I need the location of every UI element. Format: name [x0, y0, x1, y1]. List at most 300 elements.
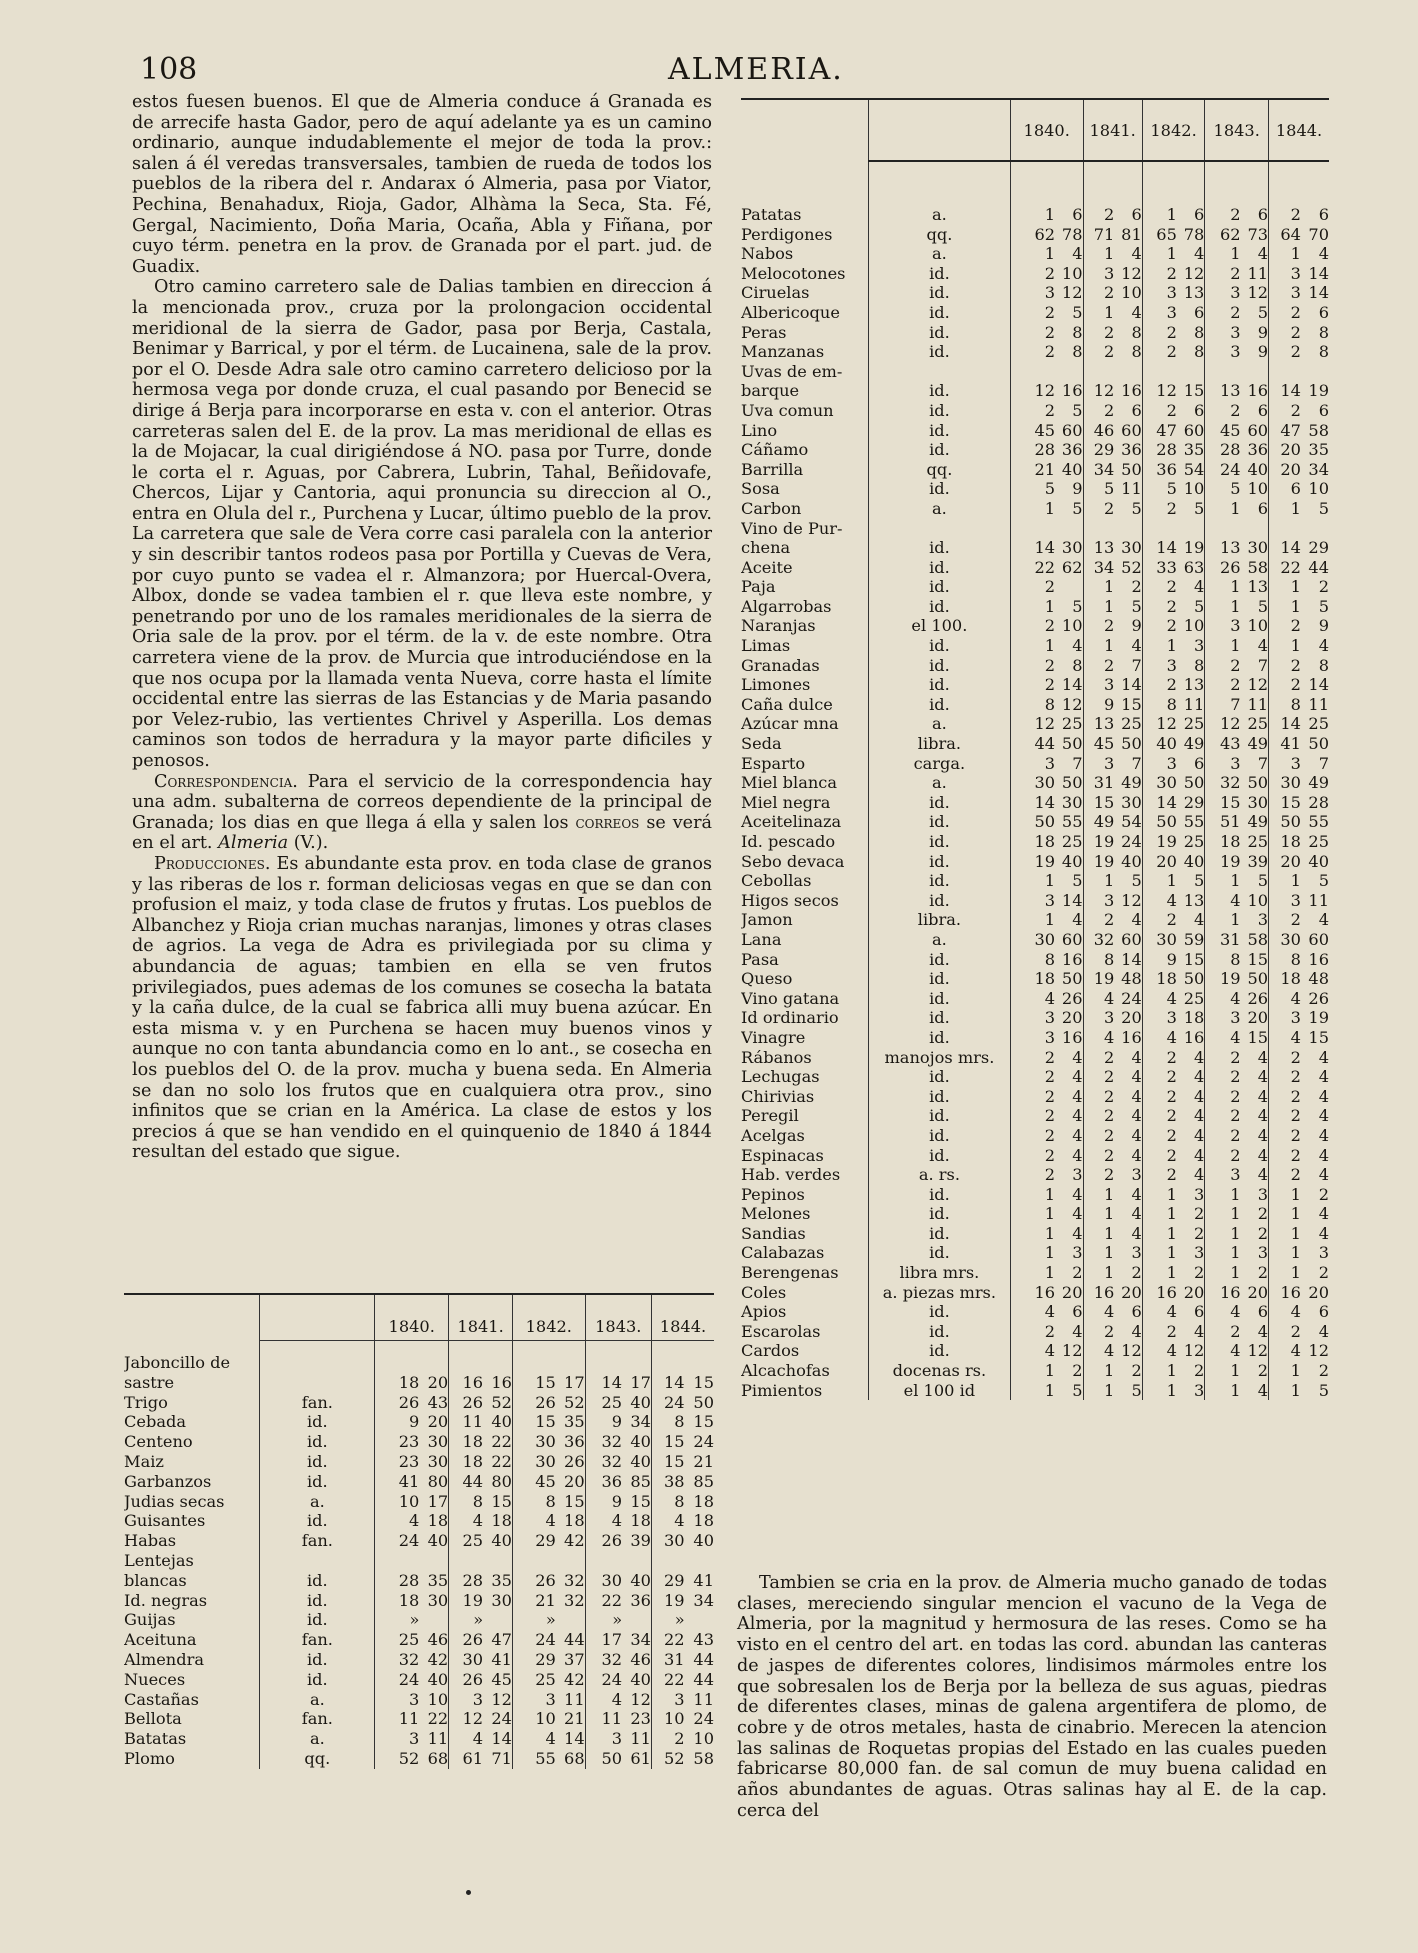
price-min: 9: [1083, 695, 1114, 715]
product-name: Alcachofas: [741, 1361, 830, 1381]
price-min: 2: [1083, 1048, 1114, 1068]
price-min: 2: [1205, 205, 1241, 225]
price-max: 5: [1131, 498, 1142, 518]
price-max: 4: [1318, 1165, 1329, 1185]
price-min: 3: [1205, 323, 1241, 343]
price-max: 11: [1308, 694, 1329, 714]
price-min: 50: [1269, 812, 1301, 832]
price-min: 3: [1010, 1028, 1055, 1048]
price-max: 30: [1061, 792, 1083, 812]
table-row: [741, 597, 1329, 617]
table-row: [741, 1008, 1329, 1028]
price-max: 36: [1121, 440, 1142, 460]
price-min: 2: [1142, 1067, 1177, 1087]
product-name: Pimientos: [741, 1380, 823, 1400]
price-min: 4: [585, 1690, 622, 1710]
price-min: 28: [1010, 440, 1055, 460]
unit: a.: [868, 499, 1010, 519]
unit: fan.: [260, 1393, 375, 1413]
price-min: 5: [1083, 479, 1114, 499]
price-min: 12: [1205, 714, 1241, 734]
price-min: 50: [1142, 812, 1177, 832]
product-name: Lentejas: [124, 1550, 194, 1570]
table-row: [741, 1341, 1329, 1361]
price-max: 12: [1121, 1341, 1142, 1361]
unit: id.: [868, 558, 1010, 578]
table-row: [741, 1185, 1329, 1205]
price-max: 4: [1131, 1184, 1142, 1204]
price-max: 35: [1183, 440, 1205, 460]
price-min: [375, 1353, 420, 1373]
price-max: 3: [1131, 1243, 1142, 1263]
price-min: 18: [1010, 969, 1055, 989]
year-header: 1844.: [1269, 99, 1329, 161]
price-min: 33: [1142, 558, 1177, 578]
price-max: 12: [1121, 263, 1142, 283]
price-max: 14: [1308, 675, 1329, 695]
price-min: 41: [1269, 734, 1301, 754]
price-min: 30: [1269, 773, 1301, 793]
price-max: [685, 1353, 714, 1373]
price-min: 64: [1269, 225, 1301, 245]
table-row: [741, 1048, 1329, 1068]
price-max: 15: [630, 1491, 651, 1511]
price-min: 2: [1269, 1126, 1301, 1146]
price-max: 85: [693, 1471, 714, 1491]
unit: carga.: [868, 754, 1010, 774]
table-row: [741, 1361, 1329, 1381]
price-min: 10: [651, 1709, 684, 1729]
price-max: [419, 1610, 448, 1630]
unit: id.: [868, 1106, 1010, 1126]
price-max: 19: [1308, 381, 1329, 401]
product-name: Berengenas: [741, 1263, 839, 1283]
price-max: [483, 1610, 512, 1630]
product-name: Limas: [741, 636, 791, 656]
price-min: 41: [375, 1472, 420, 1492]
price-max: 61: [630, 1748, 651, 1768]
product-name: Albericoque: [741, 302, 840, 322]
price-min: 25: [585, 1393, 622, 1413]
price-max: 2: [1072, 1361, 1083, 1381]
product-name: sastre: [124, 1372, 175, 1392]
price-min: 9: [1142, 950, 1177, 970]
price-max: [1301, 362, 1329, 382]
price-min: 1: [1269, 244, 1301, 264]
price-max: 43: [427, 1392, 449, 1412]
price-min: 30: [1142, 773, 1177, 793]
price-min: 1: [1142, 205, 1177, 225]
unit: id.: [868, 538, 1010, 558]
price-max: 40: [1183, 851, 1205, 871]
price-max: 35: [427, 1570, 449, 1590]
price-min: 26: [449, 1630, 483, 1650]
price-max: 60: [1308, 929, 1329, 949]
price-max: 29: [1308, 538, 1329, 558]
price-max: 3: [1194, 1243, 1205, 1263]
table-row: [741, 421, 1329, 441]
price-min: 14: [1010, 538, 1055, 558]
price-max: 4: [1318, 636, 1329, 656]
price-max: 16: [491, 1372, 512, 1392]
price-max: 9: [1257, 322, 1269, 342]
price-max: 11: [1121, 479, 1142, 499]
price-min: [1269, 362, 1301, 382]
price-min: 1: [1083, 1224, 1114, 1244]
price-max: 7: [1257, 753, 1269, 773]
price-min: 30: [1269, 930, 1301, 950]
price-max: 46: [630, 1649, 651, 1669]
table-row: [741, 558, 1329, 578]
price-max: 10: [1121, 283, 1142, 303]
price-min: 1: [1205, 577, 1241, 597]
price-max: 43: [693, 1630, 714, 1650]
price-max: 52: [491, 1392, 512, 1412]
price-min: 1: [1010, 871, 1055, 891]
price-max: 30: [1247, 792, 1269, 812]
price-max: 11: [564, 1689, 585, 1709]
price-min: 18: [449, 1452, 483, 1472]
price-max: 20: [1308, 1282, 1329, 1302]
price-max: 4: [1072, 1086, 1083, 1106]
price-min: 2: [1083, 1087, 1114, 1107]
price-max: 12: [1183, 263, 1205, 283]
price-min: 2: [1269, 656, 1301, 676]
price-max: 4: [1318, 1086, 1329, 1106]
table-row: [741, 1165, 1329, 1185]
price-min: 18: [1269, 832, 1301, 852]
price-max: 4: [1257, 1125, 1269, 1145]
price-max: 3: [1072, 1165, 1083, 1185]
price-max: 68: [564, 1748, 585, 1768]
price-min: 16: [449, 1373, 483, 1393]
price-max: 5: [1072, 1380, 1083, 1400]
paragraph-roads-east: Otro camino carretero sale de Dalias tambien en direccion á la mencionada prov., cruza por la prolongacion occidental meridional de la sierra de Gador, pasa por Berja, Castala, Benimar y Barrical, y por el térm. de Lucainena, sale de la prov. por el O. Desde Adra sale otro camino carretero delicioso por la hermosa vega por donde cruza, el cual pasando por Benecid se dirige á Berja para incorporarse en esta v. con el anterior. Otras carreteras salen del E. de la prov. La mas meridional de ellas es la de Mojacar, la cual dirigiéndose á NO. pasa por Turre, donde le corta el r. Aguas, por Cabrera, Lubrin, Tahal, Beñidovafe, Chercos, Lijar y Cantoria, aqui pronuncia su direccion al O., entra en Olula del r., Purchena y Lucar, último pueblo de la prov. La carretera que sale de Vera corre casi paralela con la anterior y sin describir tantos rodeos pasa por Portilla y Cuevas de Vera, por cuyo punto se vadea el r. Almanzora; por Huercal-Overa, Albox, donde se vadea tambien el r. que lleva este nombre, y penetrando por uno de los ramales meridionales de la sierra de Oria sale de la prov. por el térm. de la v. de este nombre. Otra carretera viene de la prov. de Murcia que introduciéndose en la que nos ocupa por la llamada venta Nueva, corre hasta el límite occidental entre las sierras de las Estancias y de Maria pasando por Velez-rubio, las vertientes Chrivel y Asperilla. Los demas caminos son todos de herradura y la mayor parte dificiles y penosos.: [132, 277, 712, 771]
product-name: Chirivias: [741, 1086, 815, 1106]
price-max: 5: [1194, 596, 1205, 616]
price-max: 5: [1131, 1380, 1142, 1400]
price-max: 2: [1257, 1223, 1269, 1243]
price-min: 2: [1083, 616, 1114, 636]
price-max: 20: [1247, 1282, 1269, 1302]
price-max: 40: [427, 1531, 449, 1551]
price-max: 49: [1247, 734, 1269, 754]
price-max: 4: [1131, 1106, 1142, 1126]
price-max: 50: [1308, 734, 1329, 754]
price-min: 32: [1083, 930, 1114, 950]
paragraph-productions: [132, 854, 712, 1163]
price-min: 12: [1083, 381, 1114, 401]
unit: id.: [868, 793, 1010, 813]
price-min: 1: [1142, 1185, 1177, 1205]
price-min: 2: [1269, 675, 1301, 695]
price-min: 14: [1269, 538, 1301, 558]
price-min: 36: [585, 1472, 622, 1492]
price-max: 5: [1072, 498, 1083, 518]
price-min: 3: [1142, 656, 1177, 676]
price-min: 2: [1083, 205, 1114, 225]
price-min: 61: [449, 1749, 483, 1769]
price-min: 4: [1083, 1302, 1114, 1322]
price-min: 45: [1205, 421, 1241, 441]
price-min: 2: [1205, 1146, 1241, 1166]
product-name: Peras: [741, 322, 787, 342]
price-min: 25: [375, 1630, 420, 1650]
price-max: 40: [630, 1432, 651, 1452]
table-row: [741, 714, 1329, 734]
price-min: 4: [1142, 1341, 1177, 1361]
price-max: 58: [693, 1748, 714, 1768]
price-min: 26: [512, 1571, 555, 1591]
price-min: 45: [512, 1472, 555, 1492]
table-row: [741, 1283, 1329, 1303]
product-name: Cáñamo: [741, 440, 809, 460]
price-min: 8: [651, 1492, 684, 1512]
paragraph-correspondence: [132, 772, 712, 854]
price-min: [1083, 519, 1114, 539]
price-max: 50: [1061, 969, 1083, 989]
correspondence-almeria: Almeria: [218, 833, 289, 854]
price-max: [685, 1551, 714, 1571]
price-table-left: [124, 1293, 714, 1769]
price-min: 1: [1142, 1263, 1177, 1283]
price-max: 2: [1257, 1361, 1269, 1381]
price-min: 30: [651, 1531, 684, 1551]
product-name: Cebada: [124, 1412, 186, 1432]
price-max: 2: [1072, 1263, 1083, 1283]
price-max: 58: [1247, 929, 1269, 949]
running-head: ALMERIA.: [668, 52, 844, 87]
product-name: Cebollas: [741, 871, 812, 891]
product-name: Cardos: [741, 1341, 800, 1361]
price-max: 4: [1131, 1321, 1142, 1341]
price-min: 28: [449, 1571, 483, 1591]
price-max: 12: [1183, 1341, 1205, 1361]
price-max: 30: [427, 1451, 449, 1471]
price-min: [585, 1551, 622, 1571]
price-min: 28: [1142, 440, 1177, 460]
price-max: 4: [1072, 1067, 1083, 1087]
price-min: 20: [1269, 440, 1301, 460]
year-header: 1841.: [449, 1294, 513, 1341]
product-name: Rábanos: [741, 1047, 812, 1067]
price-max: 5: [1318, 871, 1329, 891]
table-row: [124, 1432, 714, 1452]
price-min: 3: [651, 1690, 684, 1710]
unit: id.: [868, 969, 1010, 989]
price-min: [1205, 519, 1241, 539]
price-max: 40: [1308, 851, 1329, 871]
unit: [868, 519, 1010, 539]
price-max: 22: [491, 1432, 512, 1452]
price-min: 47: [1269, 421, 1301, 441]
price-min: 2: [1142, 401, 1177, 421]
price-max: 15: [1183, 949, 1205, 969]
price-min: 2: [1142, 1106, 1177, 1126]
price-max: 18: [693, 1491, 714, 1511]
table-row: [741, 969, 1329, 989]
price-max: 30: [1061, 538, 1083, 558]
price-max: 17: [564, 1372, 585, 1392]
product-name: Algarrobas: [741, 596, 832, 616]
price-min: 34: [1083, 460, 1114, 480]
price-min: 15: [1083, 793, 1114, 813]
price-min: 3: [585, 1729, 622, 1749]
price-min: 14: [1142, 793, 1177, 813]
price-min: 11: [375, 1709, 420, 1729]
price-max: 4: [1072, 1145, 1083, 1165]
unit: el 100.: [868, 616, 1010, 636]
product-name: Guisantes: [124, 1511, 206, 1531]
price-min: 14: [1269, 714, 1301, 734]
unit: id.: [868, 479, 1010, 499]
product-name: Apios: [741, 1302, 787, 1322]
price-min: 1: [1269, 597, 1301, 617]
price-max: 14: [1061, 890, 1083, 910]
price-max: 18: [693, 1511, 714, 1531]
price-min: 2: [1269, 616, 1301, 636]
price-max: 49: [1121, 773, 1142, 793]
unit: id.: [868, 1087, 1010, 1107]
price-min: 2: [1010, 264, 1055, 284]
price-min: 30: [1010, 773, 1055, 793]
price-min: »: [512, 1610, 555, 1630]
price-max: 3: [1194, 1184, 1205, 1204]
product-name: Espinacas: [741, 1145, 824, 1165]
table-row: [124, 1373, 714, 1393]
price-min: »: [449, 1610, 483, 1630]
price-min: 2: [1142, 1165, 1177, 1185]
unit: id.: [868, 1146, 1010, 1166]
unit: id.: [868, 852, 1010, 872]
price-max: 2: [1131, 577, 1142, 597]
unit: manojos mrs.: [868, 1048, 1010, 1068]
price-max: 40: [630, 1669, 651, 1689]
price-max: 3: [1257, 1243, 1269, 1263]
table-row: [741, 1146, 1329, 1166]
price-max: 7: [1257, 655, 1269, 675]
table-row: [741, 244, 1329, 264]
price-max: 8: [1131, 342, 1142, 362]
price-max: 4: [1072, 1106, 1083, 1126]
price-max: 4: [1257, 636, 1269, 656]
price-min: 4: [1205, 1302, 1241, 1322]
price-min: 46: [1083, 421, 1114, 441]
table-row: [124, 1729, 714, 1749]
price-min: 1: [1083, 1361, 1114, 1381]
price-min: 2: [1142, 1087, 1177, 1107]
product-name: Garbanzos: [124, 1471, 212, 1491]
price-min: 1: [1010, 910, 1055, 930]
price-max: 42: [427, 1649, 449, 1669]
price-min: 2: [1010, 577, 1055, 597]
price-max: 59: [1183, 929, 1205, 949]
price-min: 15: [1269, 793, 1301, 813]
price-max: 40: [630, 1570, 651, 1590]
unit: id.: [260, 1472, 375, 1492]
price-min: 3: [1083, 891, 1114, 911]
price-min: 24: [375, 1670, 420, 1690]
unit: a.: [260, 1492, 375, 1512]
price-max: 15: [491, 1491, 512, 1511]
price-min: 30: [449, 1650, 483, 1670]
price-max: 6: [1072, 1302, 1083, 1322]
price-min: 2: [1010, 656, 1055, 676]
price-min: 20: [1269, 460, 1301, 480]
price-min: 18: [1142, 969, 1177, 989]
price-max: 78: [1183, 224, 1205, 244]
price-max: 28: [1308, 792, 1329, 812]
table-row: [741, 812, 1329, 832]
price-min: 1: [1083, 1263, 1114, 1283]
table-row: [741, 1106, 1329, 1126]
price-max: 52: [1121, 557, 1142, 577]
price-min: 4: [1083, 1341, 1114, 1361]
price-min: 2: [1142, 1048, 1177, 1068]
price-min: 4: [1205, 891, 1241, 911]
table-row: [124, 1610, 714, 1630]
price-max: 2: [1194, 1361, 1205, 1381]
price-min: 3: [1269, 754, 1301, 774]
product-name: Batatas: [124, 1729, 187, 1749]
price-max: 50: [1183, 773, 1205, 793]
price-min: 13: [1205, 381, 1241, 401]
product-name: Uva comun: [741, 400, 834, 420]
price-max: 50: [693, 1392, 714, 1412]
table-row: [741, 1126, 1329, 1146]
price-max: 4: [1194, 1125, 1205, 1145]
price-max: 12: [1247, 283, 1269, 303]
table-row: [124, 1511, 714, 1531]
price-min: 2: [1205, 401, 1241, 421]
price-max: 40: [491, 1412, 512, 1432]
price-min: 4: [1010, 1302, 1055, 1322]
price-max: 4: [1194, 1145, 1205, 1165]
price-max: [1241, 519, 1269, 539]
price-max: 40: [1121, 851, 1142, 871]
price-max: 45: [491, 1669, 512, 1689]
price-max: 60: [1183, 420, 1205, 440]
price-max: 6: [1072, 205, 1083, 224]
price-min: 19: [1083, 852, 1114, 872]
price-max: 6: [1194, 753, 1205, 773]
price-min: 2: [1010, 1165, 1055, 1185]
product-name: Id. negras: [124, 1590, 208, 1610]
price-min: 5: [1010, 479, 1055, 499]
unit: [260, 1373, 375, 1393]
price-max: 4: [1257, 1086, 1269, 1106]
price-min: 50: [585, 1749, 622, 1769]
product-name: Almendra: [124, 1649, 204, 1669]
price-min: 8: [1083, 950, 1114, 970]
table-row: [741, 460, 1329, 480]
price-max: 4: [1072, 910, 1083, 930]
unit: id.: [868, 283, 1010, 303]
price-min: 1: [1205, 1185, 1241, 1205]
product-name: chena: [741, 538, 791, 558]
price-max: [1114, 519, 1142, 539]
price-min: 38: [651, 1472, 684, 1492]
price-max: 20: [1121, 1282, 1142, 1302]
price-max: 37: [564, 1649, 585, 1669]
price-max: 5: [1072, 400, 1083, 420]
price-max: 6: [1131, 205, 1142, 224]
price-min: 50: [1010, 812, 1055, 832]
price-max: 18: [427, 1511, 449, 1531]
unit: id.: [260, 1670, 375, 1690]
price-max: [622, 1610, 651, 1630]
price-min: 15: [651, 1432, 684, 1452]
